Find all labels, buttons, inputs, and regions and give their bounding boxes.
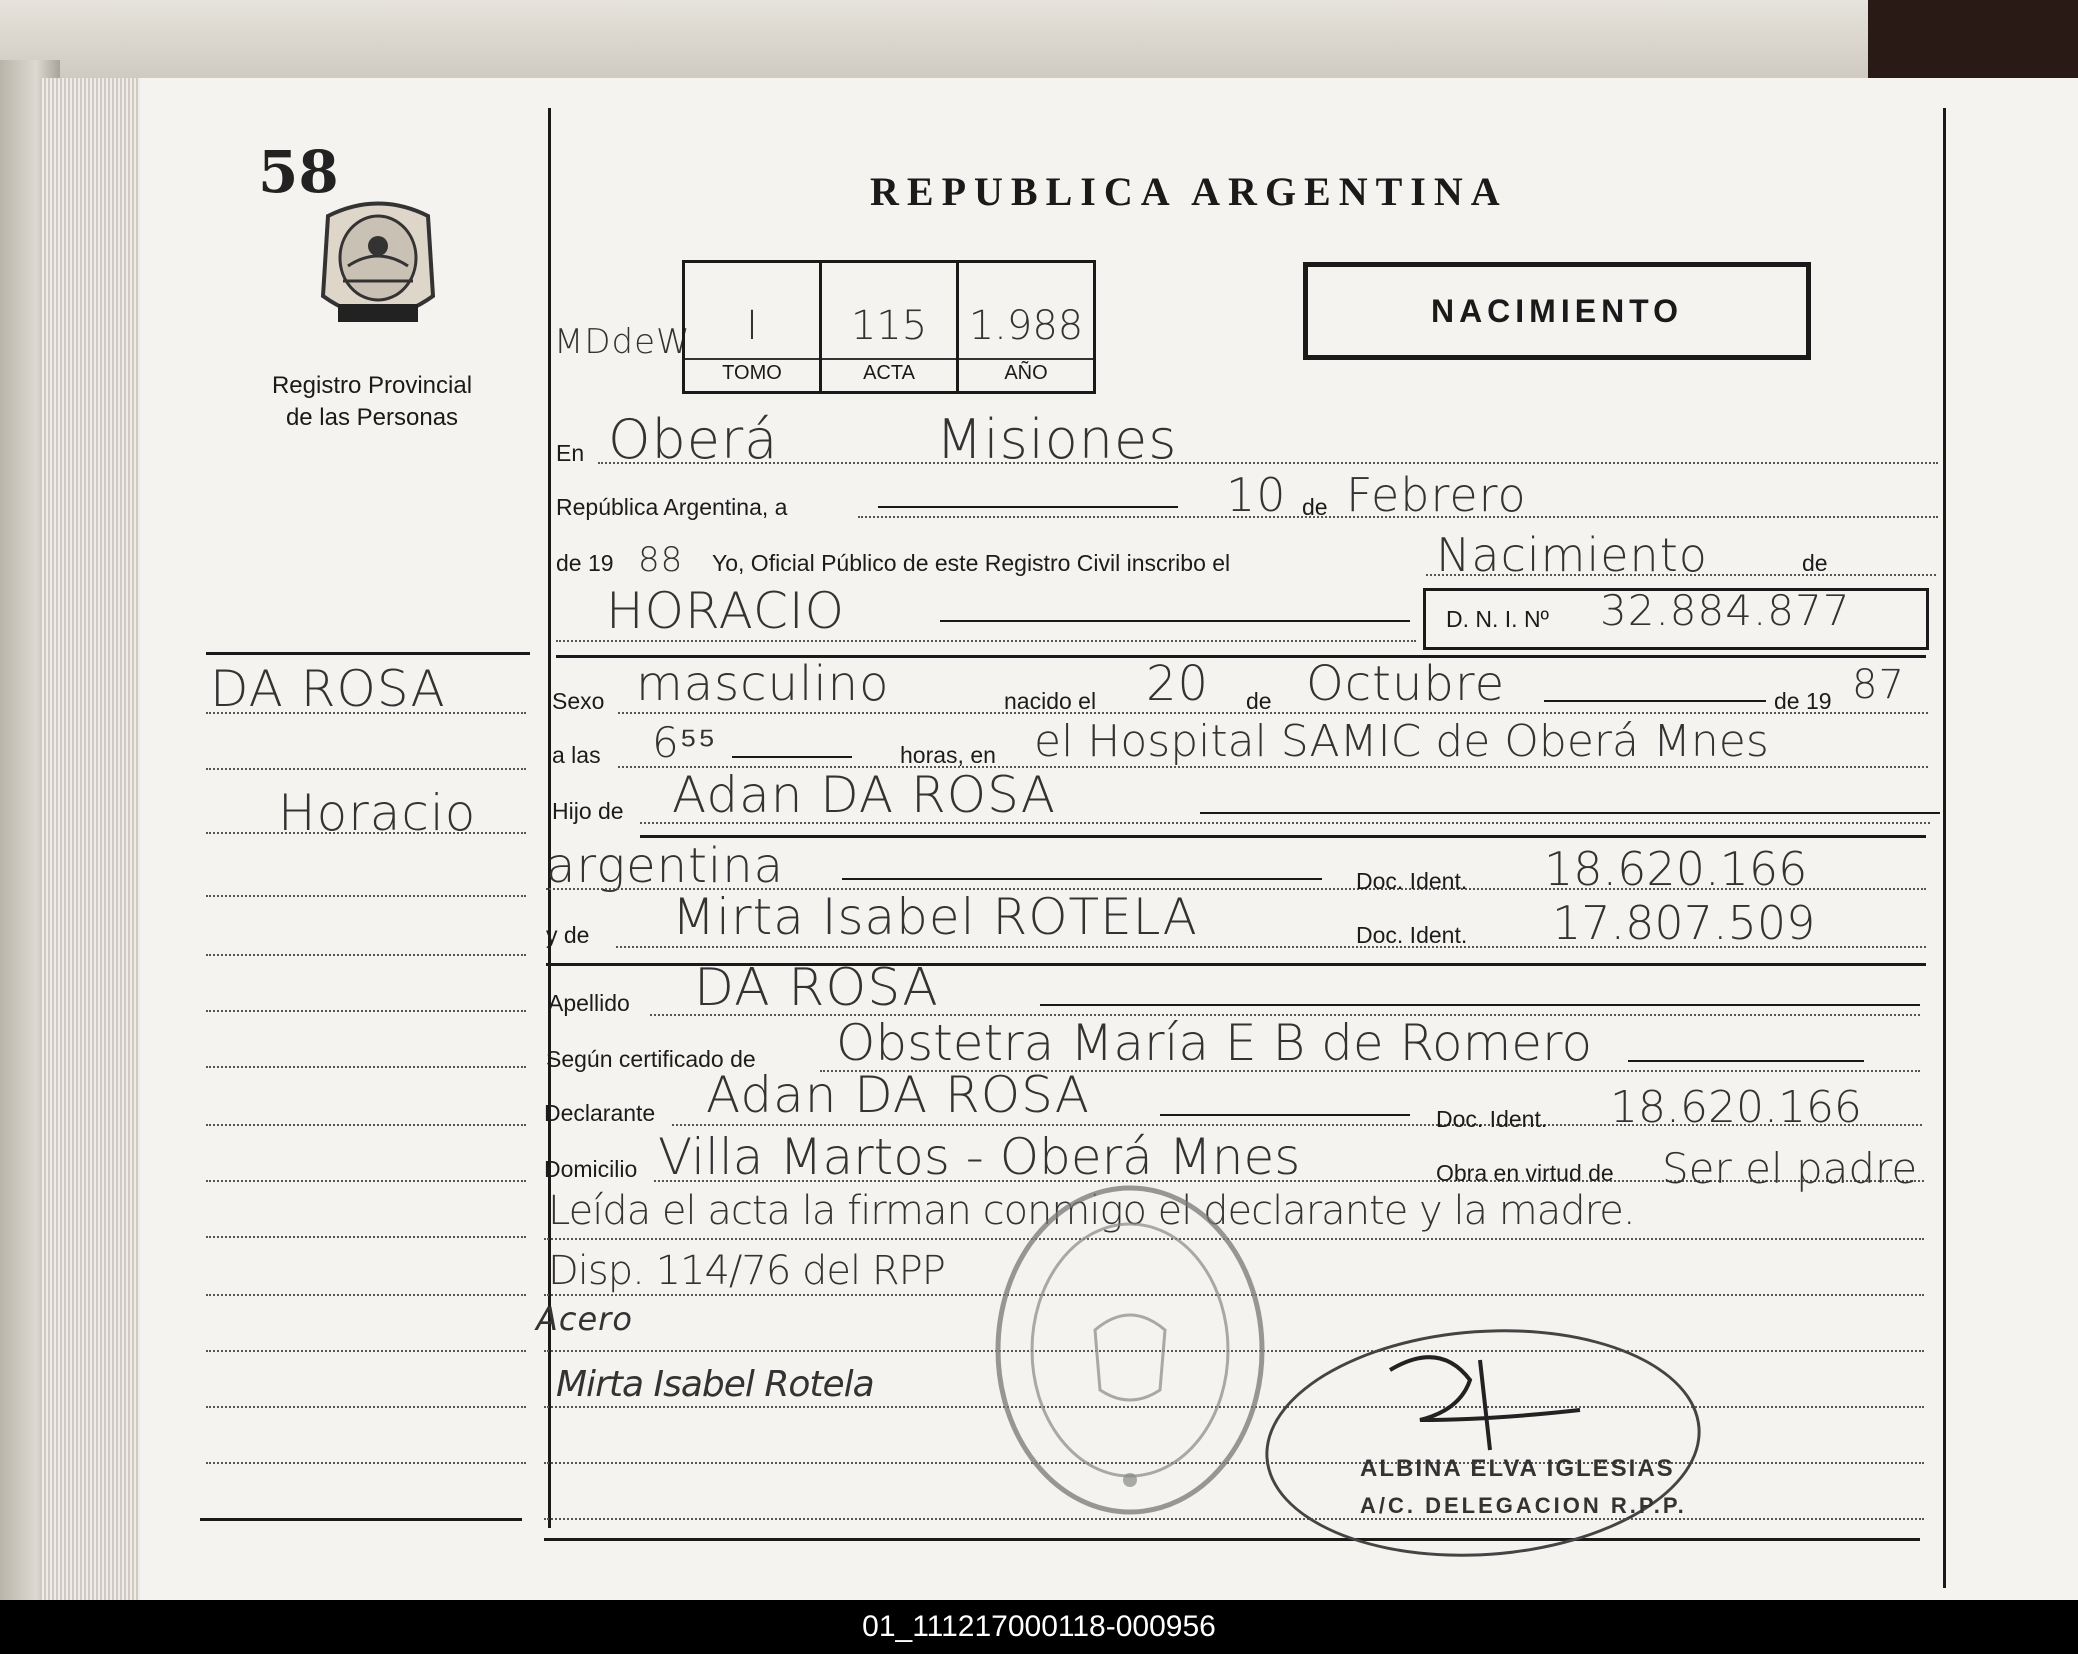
value-birth-day: 20 (1146, 656, 1210, 712)
bottom-rule (544, 1538, 1920, 1541)
label-doc-3: Doc. Ident. (1436, 1106, 1548, 1132)
value-year: 88 (638, 540, 684, 580)
value-note-2: Disp. 114/76 del RPP (548, 1248, 945, 1294)
tomo-caption: TOMO (685, 358, 819, 385)
value-reason: Ser el padre (1662, 1144, 1918, 1193)
value-declarant: Adan DA ROSA (706, 1066, 1090, 1124)
acta-value: 115 (850, 303, 928, 349)
rule-segun (1628, 1060, 1864, 1062)
margin-line (206, 768, 526, 770)
margin-line (206, 832, 526, 834)
rule-name (940, 620, 1410, 622)
value-name: HORACIO (606, 582, 846, 640)
page-number: 58 (258, 138, 339, 206)
margin-bottom-rule (200, 1518, 522, 1521)
label-dni: D. N. I. Nº (1446, 606, 1549, 632)
label-de-19-b: de 19 (1774, 688, 1832, 714)
label-declarante: Declarante (544, 1100, 656, 1126)
registry-line-2: de las Personas (285, 404, 459, 431)
value-father-nationality: argentina (546, 838, 785, 894)
rule-father (1200, 812, 1940, 814)
official-seal-stamp (990, 1180, 1270, 1525)
official-name: ALBINA ELVA IGLESIAS (1360, 1455, 1675, 1482)
value-father-doc: 18.620.166 (1544, 842, 1808, 896)
margin-given-name: Horacio (278, 784, 477, 842)
value-province: Misiones (936, 408, 1178, 471)
label-republica: República Argentina, a (556, 494, 788, 520)
label-sexo: Sexo (552, 688, 605, 714)
label-de-2: de (1802, 550, 1828, 576)
acta-box (822, 263, 959, 391)
form-type-box: NACIMIENTO (1303, 262, 1811, 360)
background-top (0, 0, 2078, 80)
tomo-box (685, 263, 822, 391)
rule-nationality (842, 878, 1322, 880)
office-code: MDdeW (554, 322, 691, 362)
ano-value: 1.988 (968, 303, 1084, 349)
margin-line (206, 1066, 526, 1068)
margin-line (206, 1350, 526, 1352)
value-declarant-doc: 18.620.166 (1610, 1082, 1862, 1133)
rule-declarante (1160, 1114, 1410, 1116)
value-address: Villa Martos - Oberá Mnes (658, 1128, 1301, 1186)
line-sexo (618, 712, 1928, 714)
value-month: Febrero (1346, 468, 1527, 522)
right-border (1943, 108, 1946, 1588)
record-number-boxes (682, 260, 1096, 394)
document-title: REPUBLICA ARGENTINA (870, 169, 1508, 214)
value-time: 6⁵⁵ (652, 718, 717, 767)
label-en: En (556, 440, 585, 466)
rule-republica (878, 506, 1178, 508)
value-city: Oberá (608, 408, 779, 471)
value-day: 10 (1226, 468, 1287, 522)
label-de-1: de (1302, 494, 1328, 520)
margin-line (206, 895, 526, 897)
background-corner (1868, 0, 2078, 80)
margin-line (206, 1124, 526, 1126)
value-birth-year: 87 (1852, 662, 1905, 708)
label-yo: Yo, Oficial Público de este Registro Civil inscribo el (712, 550, 1231, 576)
acta-caption: ACTA (822, 358, 956, 385)
margin-surname: DA ROSA (210, 660, 446, 718)
value-dni: 32.884.877 (1600, 586, 1851, 635)
label-domicilio: Domicilio (544, 1156, 638, 1182)
label-segun: Según certificado de (546, 1046, 756, 1072)
image-id-footer: 01_111217000118-000956 (0, 1600, 2078, 1654)
value-birth-month: Octubre (1306, 656, 1506, 712)
margin-line (206, 1010, 526, 1012)
ano-caption: AÑO (959, 358, 1093, 385)
value-signature-mark: Acero (536, 1300, 633, 1338)
value-sex: masculino (636, 656, 890, 712)
official-role: A/C. DELEGACION R.P.P. (1360, 1493, 1687, 1518)
label-apellido: Apellido (548, 990, 630, 1016)
label-hijo: Hijo de (552, 798, 624, 824)
registry-line-1: Registro Provincial (271, 372, 473, 399)
value-certificate: Obstetra María E B de Romero (836, 1014, 1593, 1072)
value-mother-doc: 17.807.509 (1552, 896, 1816, 950)
line-name (556, 640, 1416, 642)
margin-line (206, 1406, 526, 1408)
margin-line (206, 1180, 526, 1182)
margin-rule (206, 652, 530, 655)
margin-line (206, 1236, 526, 1238)
value-mother: Mirta Isabel ROTELA (672, 888, 1198, 946)
rule-time (732, 756, 852, 758)
label-obra: Obra en virtud de (1436, 1160, 1614, 1186)
label-doc-1: Doc. Ident. (1356, 868, 1468, 894)
label-nacido: nacido el (1004, 688, 1097, 714)
label-y-de: y de (546, 922, 590, 948)
label-de-3: de (1246, 688, 1272, 714)
ano-box (959, 263, 1093, 391)
section-rule-2 (640, 835, 1926, 838)
rule-apellido (1040, 1004, 1920, 1006)
misiones-emblem-icon (308, 186, 448, 341)
margin-line (206, 1294, 526, 1296)
mother-signature: Mirta Isabel Rotela (556, 1364, 874, 1405)
label-a-las: a las (552, 742, 601, 768)
value-place: el Hospital SAMIC de Oberá Mnes (1034, 716, 1769, 767)
margin-line (206, 954, 526, 956)
value-father: Adan DA ROSA (672, 766, 1056, 824)
label-doc-2: Doc. Ident. (1356, 922, 1468, 948)
registry-name (236, 370, 508, 434)
label-de-19: de 19 (556, 550, 614, 576)
page-edges (40, 78, 150, 1600)
value-note-1: Leída el acta la firman conmigo el declarante y la madre. (548, 1188, 1635, 1234)
margin-line (206, 712, 526, 714)
value-surname: DA ROSA (694, 958, 939, 1018)
rule-birth (1544, 700, 1766, 702)
margin-line (206, 1462, 526, 1464)
official-signature-icon (1340, 1350, 1600, 1465)
tomo-value: I (746, 303, 758, 349)
value-act: Nacimiento (1436, 528, 1708, 582)
label-horas: horas, en (900, 742, 996, 768)
line-en (598, 462, 1938, 464)
